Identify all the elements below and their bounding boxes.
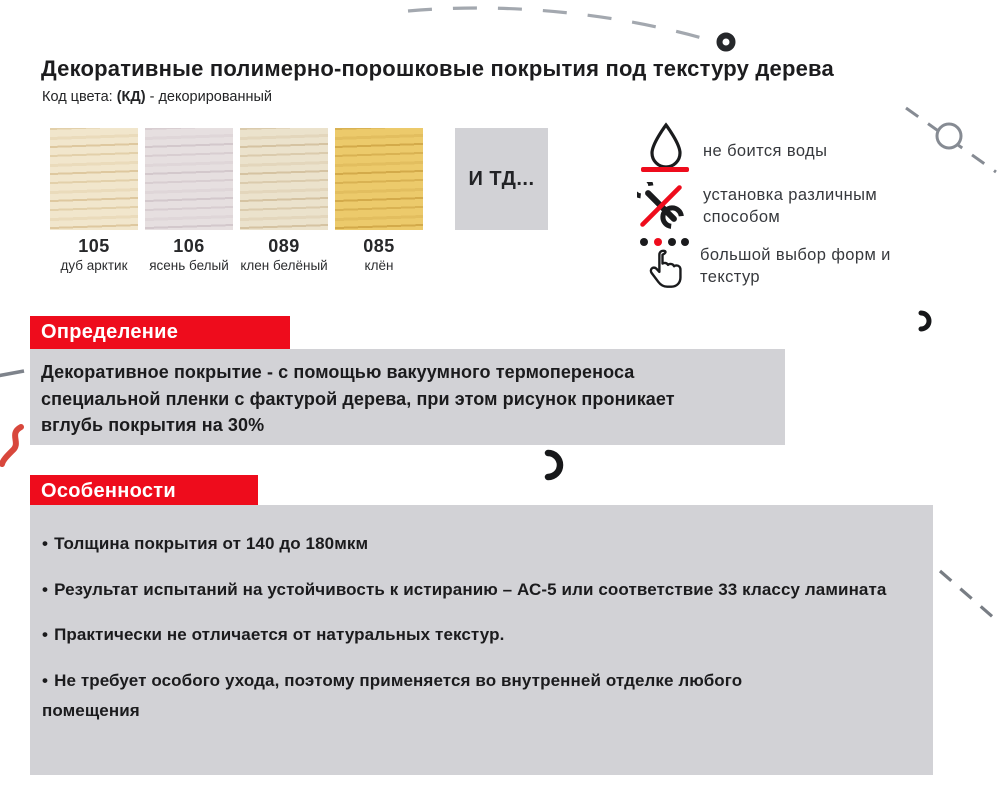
- top-dashed-arc: [408, 8, 702, 38]
- right-dashed-line: [906, 108, 996, 172]
- page-title: Декоративные полимерно-порошковые покрытия под текстуру дерева: [41, 56, 834, 81]
- swatch-089-klen-beleny: [240, 128, 328, 230]
- left-dash: [0, 371, 24, 376]
- features-header: Особенности: [30, 475, 258, 508]
- feature-bullet: [42, 575, 913, 606]
- feature-label-install: установка различным способом: [703, 186, 878, 227]
- open-circle-icon: [937, 124, 961, 148]
- feature-bullet: [42, 529, 913, 560]
- swatch-label: [50, 236, 138, 273]
- water-drop-icon: [646, 122, 686, 170]
- bullet-icon: •: [42, 625, 49, 645]
- swatch-name: ясень белый: [149, 258, 229, 273]
- swatch-code: 105: [78, 236, 110, 256]
- features-box: [30, 505, 933, 775]
- bullet-text: Практически не отличается от натуральных текстур.: [54, 625, 505, 645]
- subtitle-code: (КД): [116, 89, 146, 105]
- bullet-icon: •: [42, 579, 49, 599]
- swatch-name: клен белёный: [240, 258, 328, 273]
- subtitle-prefix: Код цвета:: [42, 89, 117, 105]
- choice-dots-icon: [639, 236, 689, 248]
- swatch-name: дуб арктик: [60, 258, 128, 273]
- feature-bullet: [42, 666, 822, 727]
- tools-icon: [637, 182, 685, 230]
- subtitle-suffix: - декорированный: [145, 89, 272, 105]
- feature-label-water: не боится воды: [703, 142, 828, 160]
- hand-tap-icon: [645, 248, 687, 294]
- swatch-code: 089: [268, 236, 300, 256]
- bottom-right-dashed-line: [940, 571, 1000, 632]
- bullet-icon: •: [42, 534, 49, 553]
- small-crescent-icon: [921, 313, 929, 329]
- swatch-106-yasen-bely: [145, 128, 233, 230]
- definition-box: [30, 349, 785, 445]
- red-underline: [641, 167, 689, 172]
- swatch-085-klen: [335, 128, 423, 230]
- feature-label-forms: большой выбор форм и текстур: [700, 246, 891, 287]
- bullet-icon: •: [42, 670, 49, 690]
- red-squiggle: [2, 427, 21, 464]
- mid-crescent-icon: [548, 453, 560, 477]
- feature-bullet: [42, 620, 913, 651]
- donut-dot-icon: [720, 36, 733, 49]
- color-code-subtitle: [42, 89, 272, 105]
- swatch-code: 106: [173, 236, 205, 256]
- definition-header: Определение: [30, 316, 290, 349]
- swatch-name: клён: [364, 258, 394, 273]
- definition-text: Декоративное покрытие - с помощью вакуумного термопереноса специальной пленки с фактурой дерева, при этом рисунок проникает вглубь покрытия на 30%: [41, 362, 675, 436]
- swatch-label: [240, 236, 328, 273]
- swatch-code: 085: [363, 236, 395, 256]
- etc-box: И ТД...: [455, 128, 548, 230]
- swatch-105-dub-arktik: [50, 128, 138, 230]
- bullet-text: Толщина покрытия от 140 до 180мкм: [54, 534, 369, 553]
- bullet-text: Результат испытаний на устойчивость к истиранию – АС-5 или соответствие 33 классу ламината: [54, 579, 887, 599]
- bullet-text: Не требует особого ухода, поэтому применяется во внутренней отделке любого помещения: [42, 670, 743, 721]
- swatch-label: [335, 236, 423, 273]
- swatch-label: [145, 236, 233, 273]
